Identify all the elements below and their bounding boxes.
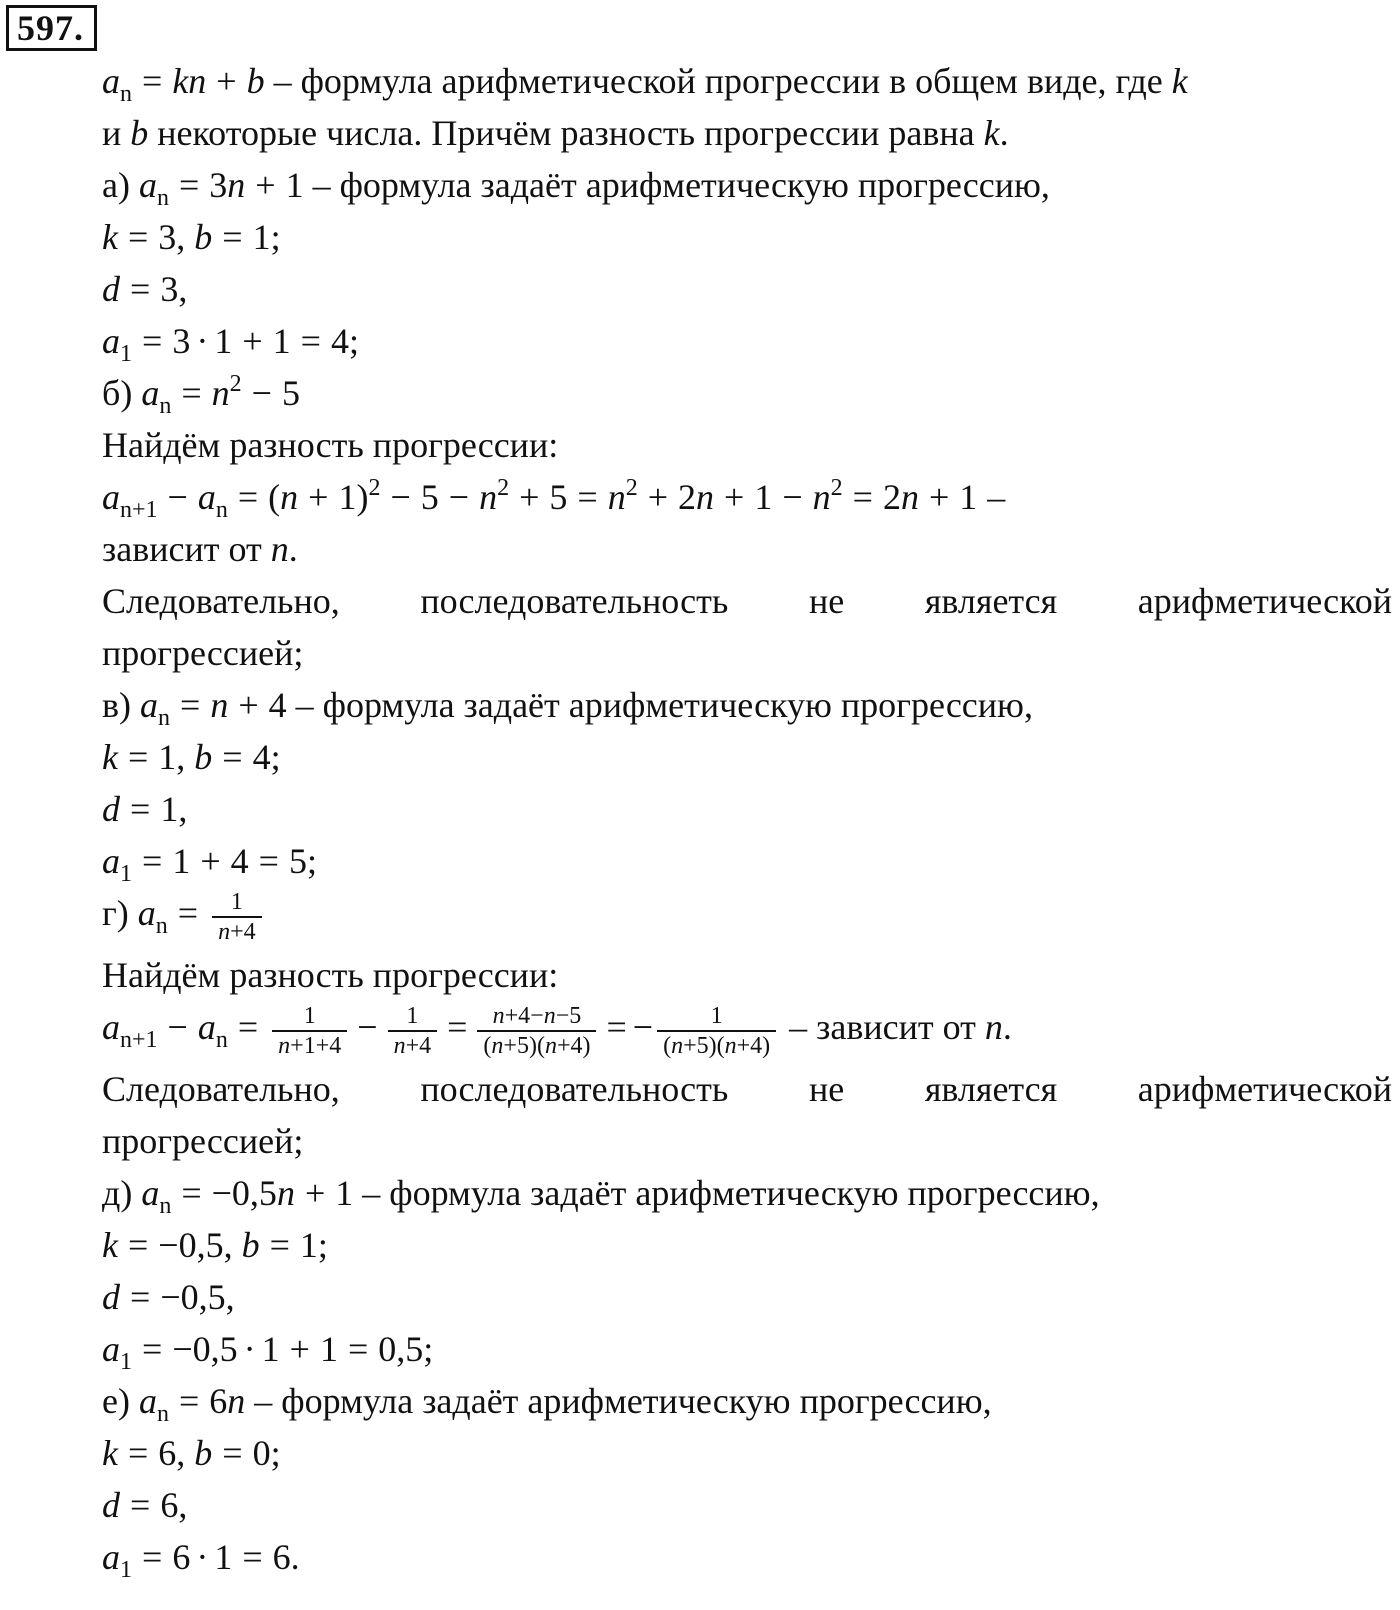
part-g-conclusion-end: прогрессией;: [102, 1121, 304, 1161]
intro-text: – формула арифметической прогрессии в общем виде, где: [273, 61, 1163, 101]
part-g-find: Найдём разность прогрессии:: [102, 955, 559, 995]
part-a-kb: k = 3, b = 1;: [102, 217, 281, 257]
part-label: д): [102, 1173, 133, 1213]
part-v-kb: k = 1, b = 4;: [102, 737, 281, 777]
fraction: $\frac{1}{n+4}$: [212, 888, 262, 946]
part-b-depends: зависит от n.: [102, 529, 298, 569]
intro-line-2: и b некоторые числа. Причём разность прогрессии равна k.: [102, 113, 1009, 153]
part-e-a1: $a_1 = 6 \cdot 1 = 6$.: [102, 1537, 300, 1583]
part-a-d: d = 3,: [102, 269, 188, 309]
part-a-a1: $a_1 = 3 \cdot 1 + 1 = 4$;: [102, 321, 359, 367]
part-v-formula: в) $a_n = n + 4$ – формула задаёт арифметическую прогрессию,: [102, 685, 1033, 731]
part-label: а): [102, 165, 130, 205]
problem-number: 597.: [6, 5, 97, 51]
part-g-conclusion: Следовательно, последовательность не является арифметической: [102, 1069, 1392, 1109]
part-e-kb: k = 6, b = 0;: [102, 1433, 281, 1473]
part-d-formula: д) $a_n = -0,5n + 1$ – формула задаёт арифметическую прогрессию,: [102, 1173, 1100, 1219]
part-g-calc: $a_{n+1} - a_n$ = $\frac{1}{n+1+4}$ − $\frac{1}{n+4}$ = $\frac{n+4-n-5}{(n+5)(n+4)}$ = − $\frac{1}{(n+5)(n+4)}$ – зависит от n.: [102, 1002, 1012, 1059]
part-b-calc: $a_{n+1} - a_n = (n + 1)^2 - 5 - n^2 + 5 = n^2 + 2n + 1 - n^2 = 2n + 1$ –: [102, 475, 1006, 523]
part-b-formula: б) $a_n = n^2 - 5$: [102, 371, 300, 419]
part-d-kb: k = −0,5, b = 1;: [102, 1225, 328, 1265]
part-e-d: d = 6,: [102, 1485, 188, 1525]
part-b-conclusion-end: прогрессией;: [102, 633, 304, 673]
part-label: е): [102, 1381, 130, 1421]
solution-text: [102, 55, 1392, 1583]
part-g-formula: г) $a_n$ = $\frac{1}{n+4}$: [102, 887, 1392, 949]
part-d-a1: $a_1 = -0,5 \cdot 1 + 1 = 0,5$;: [102, 1329, 434, 1375]
part-label: г): [102, 893, 129, 933]
part-v-a1: $a_1 = 1 + 4 = 5$;: [102, 841, 317, 887]
part-b-conclusion: Следовательно, последовательность не является арифметической: [102, 581, 1392, 621]
part-b-find: Найдём разность прогрессии:: [102, 425, 559, 465]
part-d-d: d = −0,5,: [102, 1277, 235, 1317]
part-label: в): [102, 685, 131, 725]
intro-line-1: $a_n$ = kn + b – формула арифметической прогрессии в общем виде, где k: [102, 61, 1188, 107]
part-v-d: d = 1,: [102, 789, 188, 829]
part-a-formula: а) $a_n = 3n + 1$ – формула задаёт арифметическую прогрессию,: [102, 165, 1050, 211]
part-label: б): [102, 373, 133, 413]
part-e-formula: е) $a_n = 6n$ – формула задаёт арифметическую прогрессию,: [102, 1381, 992, 1427]
